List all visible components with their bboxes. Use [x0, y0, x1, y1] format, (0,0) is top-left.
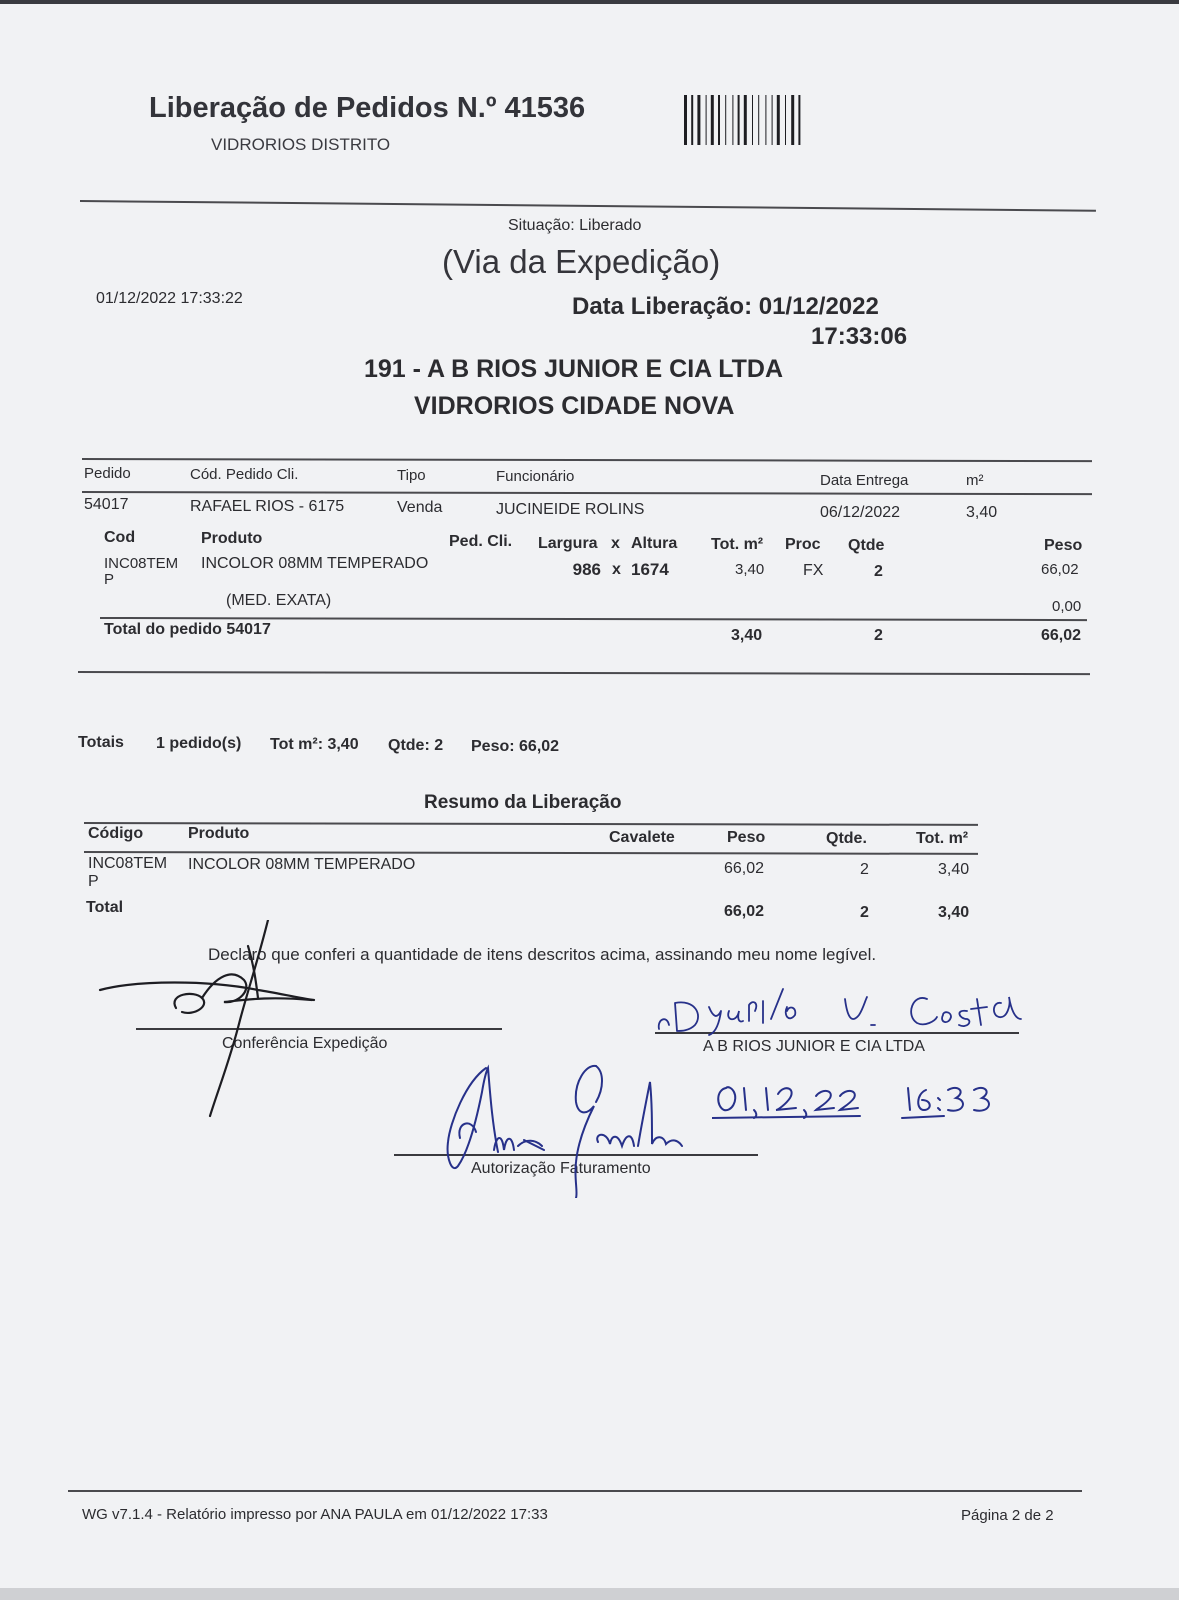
status-label: Situação: Liberado	[508, 217, 642, 234]
item-largura	[541, 560, 601, 580]
order-total-m2: 3,40	[731, 627, 763, 644]
col-header-produto: Produto	[201, 530, 263, 547]
print-timestamp: 01/12/2022 17:33:22	[96, 290, 243, 307]
order-table-header-rule	[82, 491, 1092, 495]
item-qtde: 2	[874, 563, 883, 580]
col-header-pedido: Pedido	[84, 465, 131, 482]
item-x: x	[612, 561, 621, 578]
item-tot-m2: 3,40	[735, 561, 765, 578]
orders-bottom-rule	[78, 671, 1090, 675]
copy-label: (Via da Expedição)	[442, 243, 721, 280]
release-time: 17:33:06	[811, 323, 908, 350]
item-note: (MED. EXATA)	[226, 592, 332, 609]
page-number: Página 2 de 2	[961, 1507, 1054, 1524]
declaration-text: Declaro que conferi a quantidade de itens descritos acima, assinando meu nome legível.	[208, 945, 877, 964]
summary-item-peso: 66,02	[724, 860, 765, 877]
order-total-peso: 66,02	[1041, 627, 1082, 644]
col-header-qtde: Qtde	[848, 537, 885, 554]
item-note-peso: 0,00	[1052, 598, 1082, 615]
order-table-top-rule	[82, 458, 1092, 462]
order-total-qtde: 2	[874, 627, 883, 644]
item-peso: 66,02	[1041, 561, 1079, 578]
col-header-funcionario: Funcionário	[496, 468, 575, 485]
sheet-bottom-shadow	[0, 1588, 1179, 1600]
autorizacao-signature-icon	[446, 1062, 686, 1198]
footer-rule	[68, 1490, 1082, 1492]
summary-header-rule	[84, 851, 978, 855]
summary-col-qtde: Qtde.	[826, 830, 867, 847]
order-total-label: Total do pedido 54017	[104, 621, 271, 638]
col-header-tot-m2: Tot. m²	[711, 536, 764, 553]
summary-item-product: INCOLOR 08MM TEMPERADO	[188, 856, 416, 873]
col-header-cod: Cod	[104, 529, 136, 546]
col-header-ped-cli: Ped. Cli.	[449, 533, 513, 550]
summary-total-label: Total	[86, 899, 124, 916]
employee-name: JUCINEIDE ROLINS	[496, 501, 645, 518]
totals-qtde: Qtde: 2	[388, 737, 444, 754]
item-code-wrap: P	[104, 571, 115, 588]
item-altura: 1674	[631, 560, 669, 579]
summary-item-tot-m2: 3,40	[938, 861, 970, 878]
summary-col-cavalete: Cavalete	[609, 829, 675, 846]
col-header-tipo: Tipo	[397, 467, 426, 484]
release-date: Data Liberação: 01/12/2022	[572, 293, 879, 320]
totals-label: Totais	[78, 734, 124, 751]
col-header-data-entrega: Data Entrega	[820, 472, 909, 489]
col-header-cod-pedido-cli: Cód. Pedido Cli.	[190, 466, 299, 483]
col-header-proc: Proc	[785, 536, 821, 553]
summary-item-code-wrap: P	[88, 873, 99, 890]
summary-col-codigo: Código	[88, 825, 144, 842]
col-header-x: x	[611, 535, 620, 552]
conferencia-label: Conferência Expedição	[222, 1035, 388, 1052]
totals-pedidos: 1 pedido(s)	[156, 735, 242, 752]
summary-item-code: INC08TEM	[88, 855, 168, 872]
autorizacao-label: Autorização Faturamento	[471, 1160, 651, 1177]
summary-col-produto: Produto	[188, 825, 250, 842]
company-label: A B RIOS JUNIOR E CIA LTDA	[703, 1038, 925, 1055]
col-header-largura: Largura	[538, 535, 598, 552]
col-header-m2: m²	[966, 472, 984, 489]
handwritten-name-icon	[655, 985, 1030, 1037]
summary-total-qtde: 2	[860, 904, 869, 921]
totals-peso: Peso: 66,02	[471, 738, 560, 755]
customer-store: VIDRORIOS CIDADE NOVA	[414, 392, 735, 420]
branch-name: VIDRORIOS DISTRITO	[211, 135, 391, 154]
col-header-peso: Peso	[1044, 537, 1083, 554]
summary-total-peso: 66,02	[724, 903, 765, 920]
summary-total-tot-m2: 3,40	[938, 904, 970, 921]
conferencia-signature-icon	[98, 920, 328, 1120]
summary-title: Resumo da Liberação	[424, 792, 622, 813]
item-product: INCOLOR 08MM TEMPERADO	[201, 555, 429, 572]
header-divider	[80, 200, 1096, 212]
sheet-top-edge	[0, 0, 1179, 4]
client-order-code: RAFAEL RIOS - 6175	[190, 498, 345, 515]
order-m2: 3,40	[966, 504, 998, 521]
summary-col-peso: Peso	[727, 829, 766, 846]
handwritten-date-icon	[712, 1082, 1002, 1120]
summary-item-qtde: 2	[860, 861, 869, 878]
col-header-altura: Altura	[631, 535, 678, 552]
summary-col-tot-m2: Tot. m²	[916, 830, 969, 847]
item-proc: FX	[803, 562, 824, 579]
delivery-date: 06/12/2022	[820, 504, 901, 521]
totals-m2: Tot m²: 3,40	[270, 736, 359, 753]
document-title: Liberação de Pedidos N.º 41536	[149, 92, 586, 124]
order-type: Venda	[397, 499, 443, 516]
item-code: INC08TEM	[104, 555, 179, 572]
footer-report-info: WG v7.1.4 - Relatório impresso por ANA PAULA em 01/12/2022 17:33	[82, 1506, 548, 1523]
order-number: 54017	[84, 496, 129, 513]
item-largura-value: 986	[572, 560, 601, 579]
barcode-icon	[684, 95, 864, 147]
customer-name: 191 - A B RIOS JUNIOR E CIA LTDA	[364, 355, 784, 383]
